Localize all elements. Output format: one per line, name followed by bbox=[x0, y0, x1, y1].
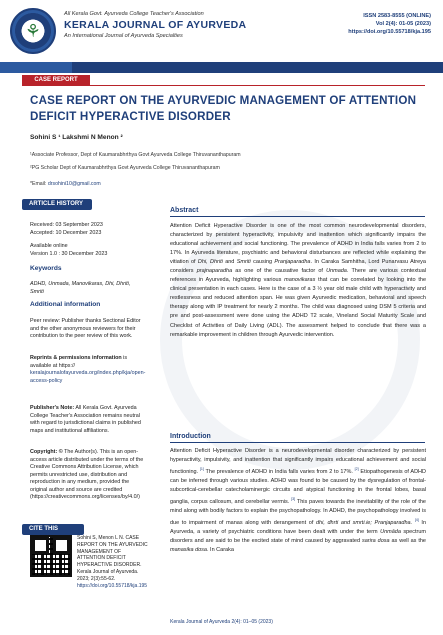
header-bar-accent bbox=[0, 62, 72, 73]
association-name: All Kerala Govt. Ayurveda College Teacher's Association bbox=[64, 11, 204, 17]
publisher-note-label: Publisher's Note: bbox=[30, 405, 75, 411]
reprints-link[interactable]: keralajournalofayurveda.org/index.php/kja/open-access-policy bbox=[30, 370, 146, 384]
divider bbox=[90, 85, 425, 86]
volume: Vol 2(4): 01-05 (2023) bbox=[375, 21, 431, 27]
version-date: Version 1.0 : 30 December 2023 bbox=[30, 250, 108, 257]
keywords-heading: Keywords bbox=[30, 265, 62, 272]
email-line bbox=[30, 181, 101, 187]
abstract-heading: Abstract bbox=[170, 207, 199, 214]
reprints-note bbox=[30, 355, 145, 385]
dates-block bbox=[30, 222, 145, 237]
introduction-heading: Introduction bbox=[170, 433, 211, 440]
copyright-label: Copyright: © bbox=[30, 449, 63, 455]
header-bar bbox=[0, 62, 443, 73]
additional-info-heading: Additional information bbox=[30, 301, 101, 308]
issn-block bbox=[348, 12, 431, 36]
journal-title: KERALA JOURNAL OF AYURVEDA bbox=[64, 19, 247, 31]
article-type-badge: CASE REPORT bbox=[22, 75, 90, 86]
introduction-text: Attention Deficit Hyperactive Disorder is a neurodevelopmental disorder characterized by persistent hyperactivity, impulsivity, and inattention that significantly impairs educational achievement and social functioning. [1] The prevalence of ADHD in India falls varies from 2 to 17%. [2] Etiopathogenesis of ADHD can be inferred through various studies. ADHD was found to be caused by the dysregulation of frontal-subcortical-cerebellar catecholaminergic circuits and atypical functioning in the frontal lobes, basal ganglia, corpus callosum, and cerebellar vermis. [3] This paves towards the inevitability of the role of the mind along with bodily factors to explain the psychopathology. In ADHD, the psychopathology involved is due to impairment of manas along with derangement of dhi, dhrti and smrti.ie; Pranjaparadha. [4] In Ayurveda, a variety of psychiatric conditions have been dealt with under the term Unmāda spectrum disorders and are said to be the excited state of mind caused by aggravated sarira dosa as well as the manasika dosa. In Caraka bbox=[170, 448, 427, 553]
citation-text: Sohini S, Menon L N. CASE REPORT ON THE AYURVEDIC MANAGEMENT OF ATTENTION DEFICIT HYPERACTIVE DISORDER. Kerala Journal of Ayurveda. 2023; 2(3):55-62. bbox=[77, 535, 148, 582]
keywords-list: ADHD, Unmada, Manovikaras, Dhi, Dhriti, Smriti bbox=[30, 281, 131, 295]
page-footer: Kerala Journal of Ayurveda 2(4): 01–05 (2023) bbox=[170, 619, 273, 625]
authors: Sohini S ¹ Lakshmi N Menon ² bbox=[30, 134, 123, 141]
abstract-divider bbox=[170, 216, 425, 217]
association-logo-icon bbox=[10, 8, 56, 54]
publisher-note-text: All Kerala Govt. Ayurveda College Teacher's Association remains neutral with regard to jurisdictional claims in published maps and institutional affiliations. bbox=[30, 405, 141, 434]
reprints-text: is available at https:// bbox=[30, 355, 128, 369]
qr-code-icon[interactable] bbox=[30, 535, 72, 577]
cite-article-label: CITE THIS bbox=[22, 524, 84, 535]
accepted-date: Accepted: 10 December 2023 bbox=[30, 229, 102, 236]
affiliation-2: ²PG Scholar Dept of Kaumarabhrthya Govt Ayurveda College Thiruvananthapuram bbox=[30, 165, 220, 171]
received-date: Received: 03 September 2023 bbox=[30, 222, 103, 228]
journal-header bbox=[0, 0, 443, 62]
reprints-label: Reprints & permissions information bbox=[30, 355, 122, 361]
copyright-note bbox=[30, 449, 145, 502]
article-history-label: ARTICLE HISTORY bbox=[22, 199, 92, 210]
journal-subtitle: An International Journal of Ayurveda Specialties bbox=[64, 33, 183, 39]
availability-block bbox=[30, 243, 145, 258]
publisher-note bbox=[30, 405, 145, 435]
citation-block bbox=[77, 535, 149, 589]
article-title: CASE REPORT ON THE AYURVEDIC MANAGEMENT OF ATTENTION DEFICIT HYPERACTIVE DISORDER bbox=[30, 94, 417, 123]
email-label: *Email: bbox=[30, 181, 47, 187]
peer-review-note: Peer review: Publisher thanks Sectional Editor and the other anonymous reviewers for their contribution to the peer review of this work. bbox=[30, 318, 141, 339]
issn: ISSN 2583-8555 (ONLINE) bbox=[363, 13, 431, 19]
doi-link[interactable]: https://doi.org/10.55718/kja.195 bbox=[348, 29, 431, 35]
copyright-text: The Author(s). This is an open-access article distributed under the terms of the Creative Commons Attribution License, which permits unrestricted use, distribution and reproduction in any medium, provided the original author and source are credited (https://creativecommons.org/licenses/by/4.0/) bbox=[30, 449, 144, 500]
citation-doi-link[interactable]: https://doi.org/10.55718/kja.195 bbox=[77, 582, 148, 589]
affiliation-1: ¹Associate Professor, Dept of Kaumarabhrthya Govt Ayurveda College Thiruvananthapuram bbox=[30, 152, 241, 158]
email-link[interactable]: drsohini10@gmail.com bbox=[47, 181, 101, 187]
available-label: Available online bbox=[30, 243, 68, 249]
abstract-text: Attention Deficit Hyperactive Disorder is one of the most common neurodevelopmental disorders, characterized by persistent hyperactivity, impulsivity and inattention which significantly impairs the educational achievement and social functioning. The prevalence of ADHD in India falls varies from 2 to 17%. In Ayurveda literature, psychiatric and behavioral disturbances are reflected while explaining the vitiation of Dhi, Dhriti and Smriti causing Pranjaparadha. In Caraka Samhitha, Lord Punarvasu Atreya considers prajnaparadha as one of the causative factor of Unmada. There are various contextual references in Ayurveda, highlighting various manovikaras that can be correlated by looking into the clinical presentation in each cases. Here is the case of a 3 ½ year old male child with hyperactivity and restlessness and reduced attention span. He was given Ayurvedic medication, behavioral and speech therapy along with IP treatment for nearly 2 months. The child was diagnosed using DSM 5 criteria and pre and post-assessment were done using the ADHD T2 scale, Vineland Social Maturity Scale and Checklist of Activities of Daily Living (ADL). The assessment helped to conclude that there was a remarkable improvement in children through Ayurvedic intervention. bbox=[170, 223, 427, 338]
introduction-divider bbox=[170, 442, 425, 443]
